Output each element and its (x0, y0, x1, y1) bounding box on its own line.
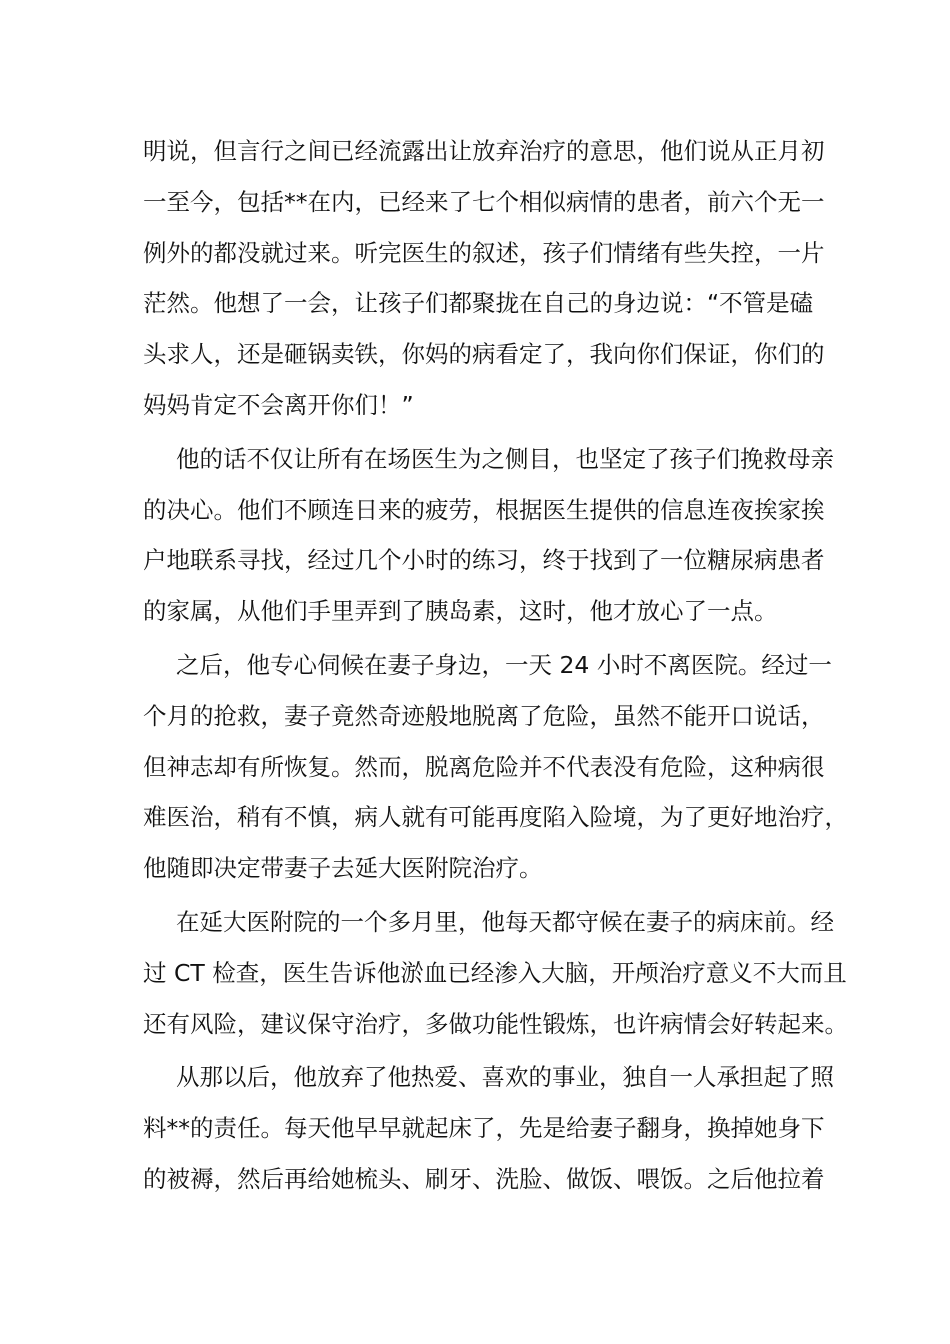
text-line: 个月的抢救，妻子竟然奇迹般地脱离了危险，虽然不能开口说话， (143, 701, 825, 730)
paragraph-2 (143, 434, 834, 637)
paragraph-3 (143, 640, 848, 894)
text-line: 的决心。他们不顾连日来的疲劳，根据医生提供的信息连夜挨家挨 (143, 495, 825, 524)
text-line: 的家属，从他们手里弄到了胰岛素，这时，他才放心了一点。 (143, 597, 778, 626)
paragraph-5 (143, 1052, 834, 1204)
text-line: 料**的责任。每天他早早就起床了，先是给妻子翻身，换掉她身下 (143, 1114, 825, 1143)
text-line: 茫然。他想了一会，让孩子们都聚拢在自己的身边说：“不管是磕 (143, 289, 814, 318)
text-line-first: 之后，他专心伺候在妻子身边，一天 24 小时不离医院。经过一 (176, 650, 832, 679)
text-line: 例外的都没就过来。听完医生的叙述，孩子们情绪有些失控，一片 (143, 238, 825, 267)
text-line: 但神志却有所恢复。然而，脱离危险并不代表没有危险，这种病很 (143, 752, 825, 781)
text-line: 还有风险，建议保守治疗，多做功能性锻炼，也许病情会好转起来。 (143, 1009, 848, 1038)
text-line-first: 从那以后，他放弃了他热爱、喜欢的事业，独自一人承担起了照 (176, 1063, 834, 1092)
text-line: 妈妈肯定不会离开你们！” (143, 390, 414, 419)
text-line: 他随即决定带妻子去延大医附院治疗。 (143, 854, 543, 883)
document-body (143, 126, 848, 1208)
text-line-first: 他的话不仅让所有在场医生为之侧目，也坚定了孩子们挽救母亲 (176, 444, 834, 473)
paragraph-4 (143, 897, 848, 1049)
text-line: 的被褥，然后再给她梳头、刷牙、洗脸、做饭、喂饭。之后他拉着 (143, 1164, 825, 1193)
text-line: 过 CT 检查，医生告诉他淤血已经渗入大脑，开颅治疗意义不大而且 (143, 958, 847, 987)
text-line: 一至今，包括**在内，已经来了七个相似病情的患者，前六个无一 (143, 187, 825, 216)
text-line: 难医治，稍有不慎，病人就有可能再度陷入险境，为了更好地治疗， (143, 803, 848, 832)
text-line: 明说，但言行之间已经流露出让放弃治疗的意思，他们说从正月初 (143, 137, 825, 165)
text-line-first: 在延大医附院的一个多月里，他每天都守候在妻子的病床前。经 (176, 907, 834, 936)
text-line: 户地联系寻找，经过几个小时的练习，终于找到了一位糖尿病患者 (143, 546, 825, 575)
text-line: 头求人，还是砸锅卖铁，你妈的病看定了，我向你们保证，你们的 (143, 340, 825, 369)
paragraph-1 (143, 126, 825, 431)
